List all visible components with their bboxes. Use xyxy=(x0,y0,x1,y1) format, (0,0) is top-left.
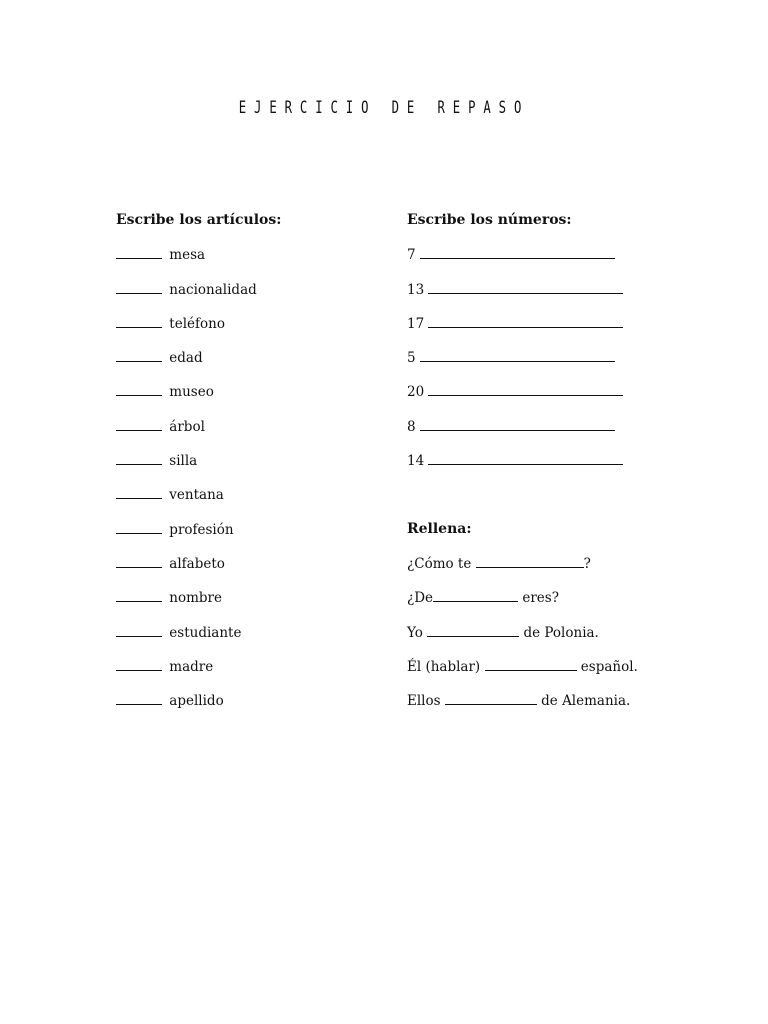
answer-blank[interactable] xyxy=(476,553,584,568)
numbers-section xyxy=(407,210,638,724)
article-word: profesión xyxy=(169,521,234,538)
fill-suffix: ? xyxy=(583,555,591,572)
number-digit: 8 xyxy=(407,418,416,435)
article-item xyxy=(116,244,281,264)
article-word: mesa xyxy=(169,247,206,264)
articles-heading: Escribe los artículos: xyxy=(116,212,282,228)
answer-blank[interactable] xyxy=(116,553,162,568)
fill-suffix: de Alemania. xyxy=(541,693,631,710)
article-item xyxy=(116,347,281,367)
fill-prefix: Ellos xyxy=(407,693,441,710)
article-word: edad xyxy=(169,350,203,367)
article-item xyxy=(116,656,281,676)
fill-item xyxy=(407,622,638,642)
article-item xyxy=(116,690,281,710)
answer-blank[interactable] xyxy=(420,416,615,431)
number-item xyxy=(407,450,638,470)
article-word: ventana xyxy=(169,487,224,504)
article-word: árbol xyxy=(169,418,205,435)
answer-blank[interactable] xyxy=(116,587,162,602)
article-item xyxy=(116,587,281,607)
fill-suffix: español. xyxy=(580,658,638,675)
fill-item xyxy=(407,656,638,676)
number-item xyxy=(407,279,638,299)
article-word: silla xyxy=(169,453,198,470)
article-item xyxy=(116,484,281,504)
answer-blank[interactable] xyxy=(485,656,577,671)
fill-prefix: ¿De xyxy=(407,590,434,607)
answer-blank[interactable] xyxy=(445,690,537,705)
answer-blank[interactable] xyxy=(116,450,162,465)
number-digit: 20 xyxy=(407,384,425,401)
number-item xyxy=(407,416,638,436)
number-item xyxy=(407,244,638,264)
answer-blank[interactable] xyxy=(420,244,615,259)
article-word: teléfono xyxy=(169,315,225,332)
answer-blank[interactable] xyxy=(428,279,623,294)
number-digit: 5 xyxy=(407,350,416,367)
worksheet-title: EJERCICIO DE REPASO xyxy=(238,98,530,118)
answer-blank[interactable] xyxy=(116,313,162,328)
number-digit: 14 xyxy=(407,453,425,470)
answer-blank[interactable] xyxy=(116,690,162,705)
answer-blank[interactable] xyxy=(428,450,623,465)
article-item xyxy=(116,381,281,401)
number-item xyxy=(407,347,638,367)
article-item xyxy=(116,553,281,573)
answer-blank[interactable] xyxy=(116,484,162,499)
answer-blank[interactable] xyxy=(428,381,623,396)
fill-suffix: de Polonia. xyxy=(523,624,599,641)
answer-blank[interactable] xyxy=(116,622,162,637)
fill-heading: Rellena: xyxy=(407,520,472,537)
fill-prefix: Yo xyxy=(407,624,423,641)
answer-blank[interactable] xyxy=(116,416,162,431)
number-item xyxy=(407,381,638,401)
article-item xyxy=(116,279,281,299)
answer-blank[interactable] xyxy=(116,519,162,534)
article-word: estudiante xyxy=(169,624,242,641)
answer-blank[interactable] xyxy=(116,656,162,671)
fill-suffix: eres? xyxy=(522,590,559,607)
article-item xyxy=(116,519,281,539)
answer-blank[interactable] xyxy=(116,244,162,259)
answer-blank[interactable] xyxy=(116,347,162,362)
answer-blank[interactable] xyxy=(420,347,615,362)
article-item xyxy=(116,450,281,470)
fill-prefix: ¿Cómo te xyxy=(407,555,472,572)
fill-prefix: Él (hablar) xyxy=(407,658,481,675)
fill-item xyxy=(407,587,638,607)
answer-blank[interactable] xyxy=(427,622,519,637)
article-word: madre xyxy=(169,658,214,675)
articles-section xyxy=(116,210,281,724)
answer-blank[interactable] xyxy=(116,381,162,396)
numbers-heading: Escribe los números: xyxy=(407,212,572,228)
article-item xyxy=(116,313,281,333)
fill-item xyxy=(407,690,638,710)
article-word: apellido xyxy=(169,693,224,710)
number-digit: 7 xyxy=(407,247,416,264)
answer-blank[interactable] xyxy=(116,279,162,294)
number-digit: 13 xyxy=(407,281,425,298)
article-word: nacionalidad xyxy=(169,281,257,298)
fill-item xyxy=(407,553,638,573)
answer-blank[interactable] xyxy=(428,313,623,328)
number-item xyxy=(407,313,638,333)
article-word: alfabeto xyxy=(169,555,225,572)
article-word: museo xyxy=(169,384,214,401)
article-item xyxy=(116,416,281,436)
number-digit: 17 xyxy=(407,315,425,332)
article-word: nombre xyxy=(169,590,223,607)
article-item xyxy=(116,622,281,642)
answer-blank[interactable] xyxy=(433,587,518,602)
